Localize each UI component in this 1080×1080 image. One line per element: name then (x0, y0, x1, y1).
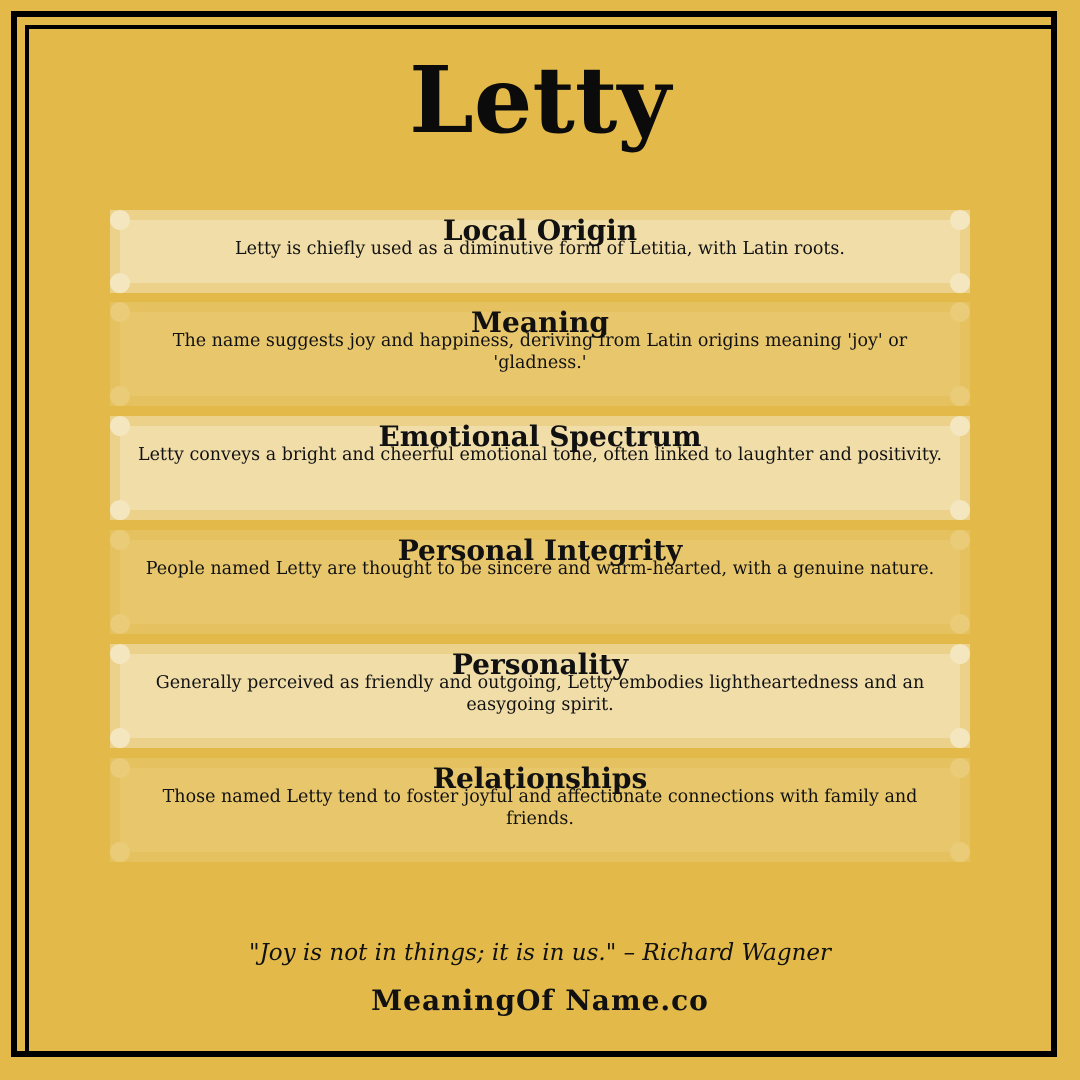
scroll-knob-icon (110, 500, 130, 520)
scroll-knob-icon (950, 386, 970, 406)
section-heading: Emotional Spectrum (378, 420, 702, 453)
scroll-knob-icon (110, 842, 130, 862)
section-heading: Meaning (471, 306, 609, 339)
section-heading: Relationships (432, 762, 648, 795)
scroll-knob-icon (110, 273, 130, 293)
scroll-knob-icon (950, 273, 970, 293)
scroll-knob-icon (950, 842, 970, 862)
section-heading: Personal Integrity (397, 534, 683, 567)
section-card (110, 644, 970, 748)
section-card (110, 302, 970, 406)
section-text: The name suggests joy and happiness, deriving from Latin origins meaning 'joy' or 'gladness.' (172, 331, 908, 373)
scroll-knob-icon (110, 728, 130, 748)
section-text: Those named Letty tend to foster joyful and affectionate connections with family and friends. (162, 787, 918, 829)
scroll-knob-icon (950, 728, 970, 748)
section-text: Letty conveys a bright and cheerful emotional tone, often linked to laughter and positivity. (137, 445, 943, 465)
page-title: Letty (409, 46, 671, 154)
section-card (110, 530, 970, 634)
section-text: People named Letty are thought to be sincere and warm-hearted, with a genuine nature. (145, 559, 935, 579)
scroll-knob-icon (950, 614, 970, 634)
section-card (110, 416, 970, 520)
scroll-knob-icon (950, 500, 970, 520)
scroll-knob-icon (110, 386, 130, 406)
scroll-knob-icon (110, 614, 130, 634)
brand-footer: MeaningOf Name.co (371, 984, 709, 1017)
quote: "Joy is not in things; it is in us." – Richard Wagner (248, 940, 832, 966)
section-text: Generally perceived as friendly and outgoing, Letty embodies lightheartedness and an easygoing spirit. (155, 673, 925, 715)
section-text: Letty is chiefly used as a diminutive form of Letitia, with Latin roots. (235, 239, 845, 259)
section-heading: Local Origin (442, 214, 638, 247)
section-heading: Personality (451, 648, 629, 681)
section-card (110, 210, 970, 293)
section-card (110, 758, 970, 862)
